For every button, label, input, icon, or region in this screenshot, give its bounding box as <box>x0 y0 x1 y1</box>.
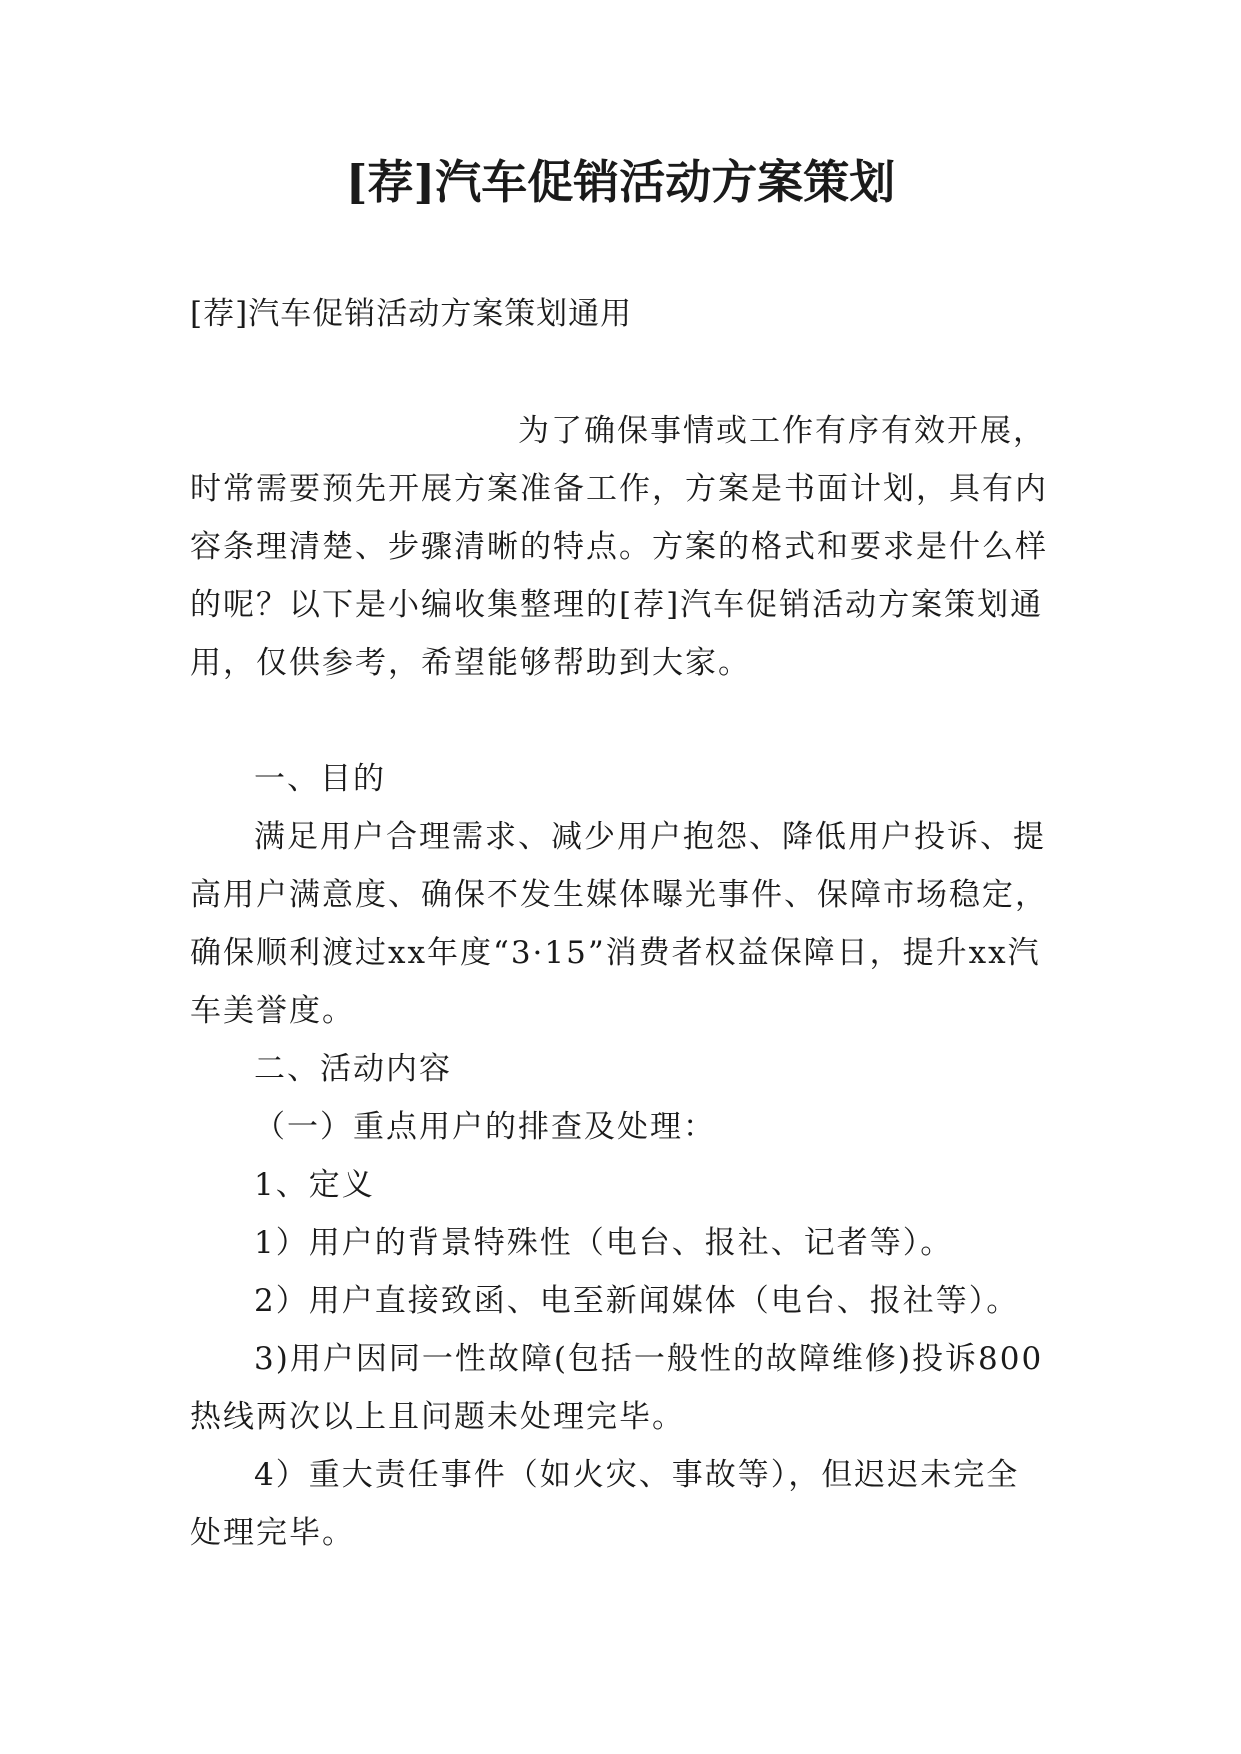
definition-heading: 1、定义 <box>254 1167 375 1203</box>
section-heading-activity: 二、活动内容 <box>254 1051 452 1087</box>
document-title: [荐]汽车促销活动方案策划 <box>345 155 896 209</box>
intro-paragraph: 为了确保事情或工作有序有效开展，时常需要预先开展方案准备工作，方案是书面计划，具有内容条理清楚、步骤清晰的特点。方案的格式和要求是什么样的呢？以下是小编收集整理的[荐]汽车促销活动方案策划通用，仅供参考，希望能够帮助到大家。 <box>190 413 1048 681</box>
document-body <box>190 402 1050 1562</box>
subsection-heading: （一）重点用户的排查及处理： <box>254 1109 716 1145</box>
document-subtitle: [荐]汽车促销活动方案策划通用 <box>190 296 633 332</box>
section-heading-purpose: 一、目的 <box>254 761 386 797</box>
purpose-paragraph: 满足用户合理需求、减少用户抱怨、降低用户投诉、提高用户满意度、确保不发生媒体曝光事件、保障市场稳定，确保顺利渡过xx年度“3·15”消费者权益保障日，提升xx汽车美誉度。 <box>190 819 1048 1029</box>
list-item: 4）重大责任事件（如火灾、事故等），但迟迟未完全处理完毕。 <box>190 1457 1020 1551</box>
list-item: 1）用户的背景特殊性（电台、报社、记者等）。 <box>254 1225 954 1261</box>
list-item: 2）用户直接致函、电至新闻媒体（电台、报社等）。 <box>254 1283 1020 1319</box>
list-item: 3)用户因同一性故障(包括一般性的故障维修)投诉800热线两次以上且问题未处理完毕。 <box>190 1341 1044 1435</box>
